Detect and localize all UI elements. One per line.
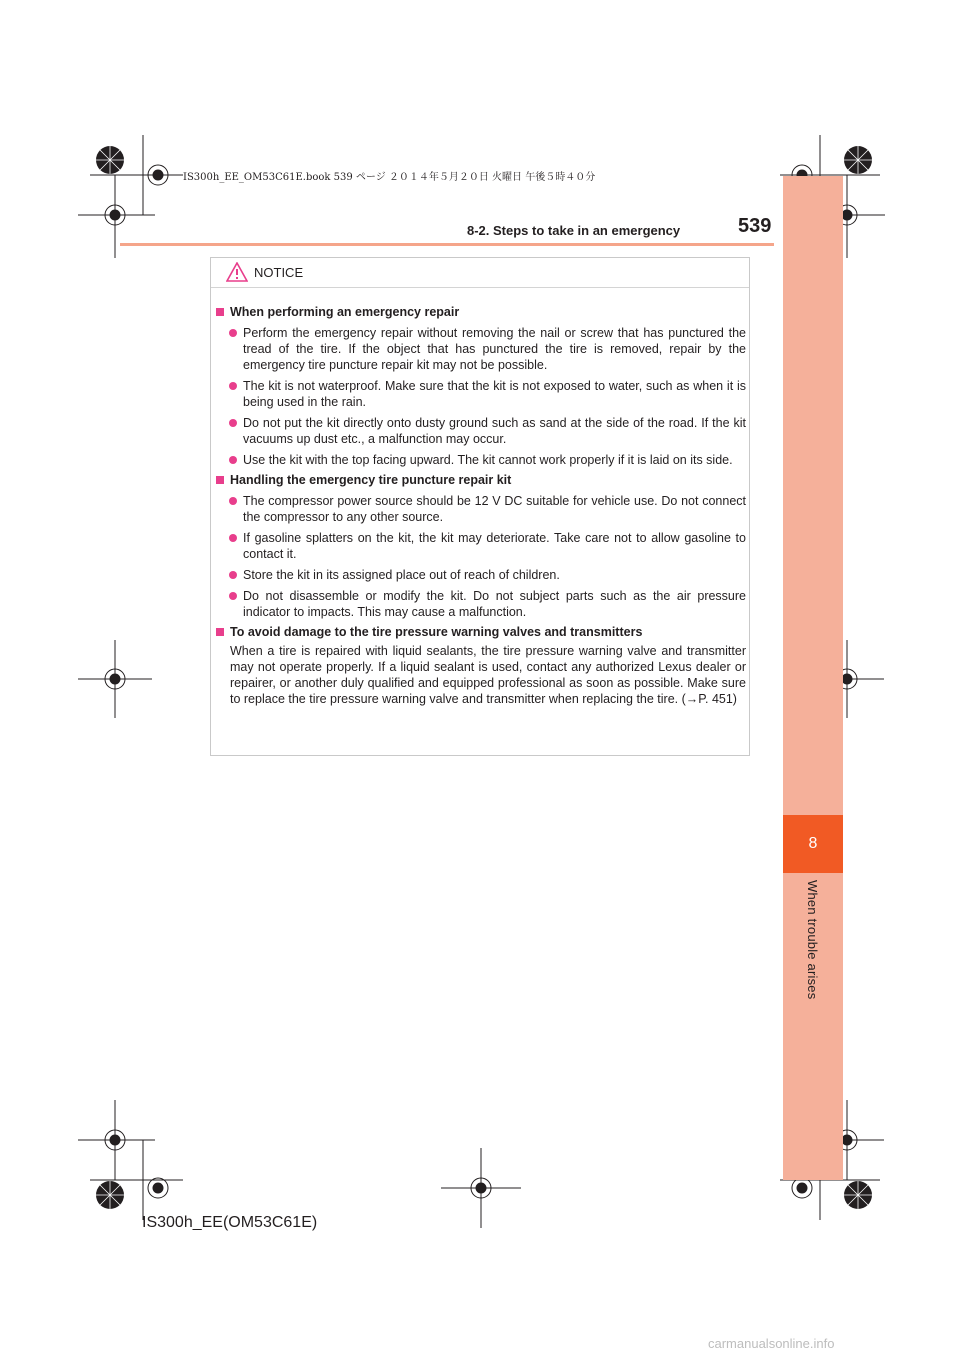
section-paragraph: When a tire is repaired with liquid sealants, the tire pressure warning valve and transmitter may not operate properly. If a liquid sealant is used, contact any authorized Lexus dealer or repairer, or another duly qualified and equipped professional as soon as possible. Make sure to replace the tire pressure warning valve and transmitter when replacing the tire. (→P. 451) bbox=[230, 644, 746, 706]
section-heading: When performing an emergency repair bbox=[216, 304, 746, 320]
chapter-label: When trouble arises bbox=[805, 880, 820, 1000]
notice-content bbox=[216, 300, 746, 707]
section-heading: To avoid damage to the tire pressure warning valves and transmitters bbox=[216, 624, 746, 640]
header-rule bbox=[120, 243, 774, 246]
list-item: Perform the emergency repair without removing the nail or screw that has punctured the tread of the tire. If the object that has punctured the tire is removed, repair by the emergency tire puncture repair kit may not be possible. bbox=[216, 325, 746, 373]
list-item: Do not disassemble or modify the kit. Do not subject parts such as the air pressure indicator to impacts. This may cause a malfunction. bbox=[216, 588, 746, 620]
book-info: IS300h_EE_OM53C61E.book 539 ページ ２０１４年５月２０日 火曜日 午後５時４０分 bbox=[183, 172, 596, 183]
section-title: 8-2. Steps to take in an emergency bbox=[467, 223, 681, 238]
list-item: Do not put the kit directly onto dusty ground such as sand at the side of the road. If the kit vacuums up dust etc., a malfunction may occur. bbox=[216, 415, 746, 447]
watermark: carmanualsonline.info bbox=[708, 1336, 835, 1351]
page-number: 539 bbox=[738, 215, 772, 237]
list-item: The compressor power source should be 12 V DC suitable for vehicle use. Do not connect the compressor to any other source. bbox=[216, 493, 746, 525]
list-item: Store the kit in its assigned place out of reach of children. bbox=[216, 567, 746, 583]
list-item: The kit is not waterproof. Make sure that the kit is not exposed to water, such as when it is being used in the rain. bbox=[216, 378, 746, 410]
list-item: Use the kit with the top facing upward. The kit cannot work properly if it is laid on its side. bbox=[216, 452, 746, 468]
chapter-label-container bbox=[783, 880, 843, 1030]
chapter-number: 8 bbox=[783, 815, 843, 873]
warning-triangle-icon bbox=[226, 262, 248, 282]
footer-code: IS300h_EE(OM53C61E) bbox=[142, 1214, 318, 1231]
list-item: If gasoline splatters on the kit, the kit may deteriorate. Take care not to allow gasoline to contact it. bbox=[216, 530, 746, 562]
section-heading: Handling the emergency tire puncture repair kit bbox=[216, 472, 746, 488]
notice-title: NOTICE bbox=[254, 265, 304, 280]
